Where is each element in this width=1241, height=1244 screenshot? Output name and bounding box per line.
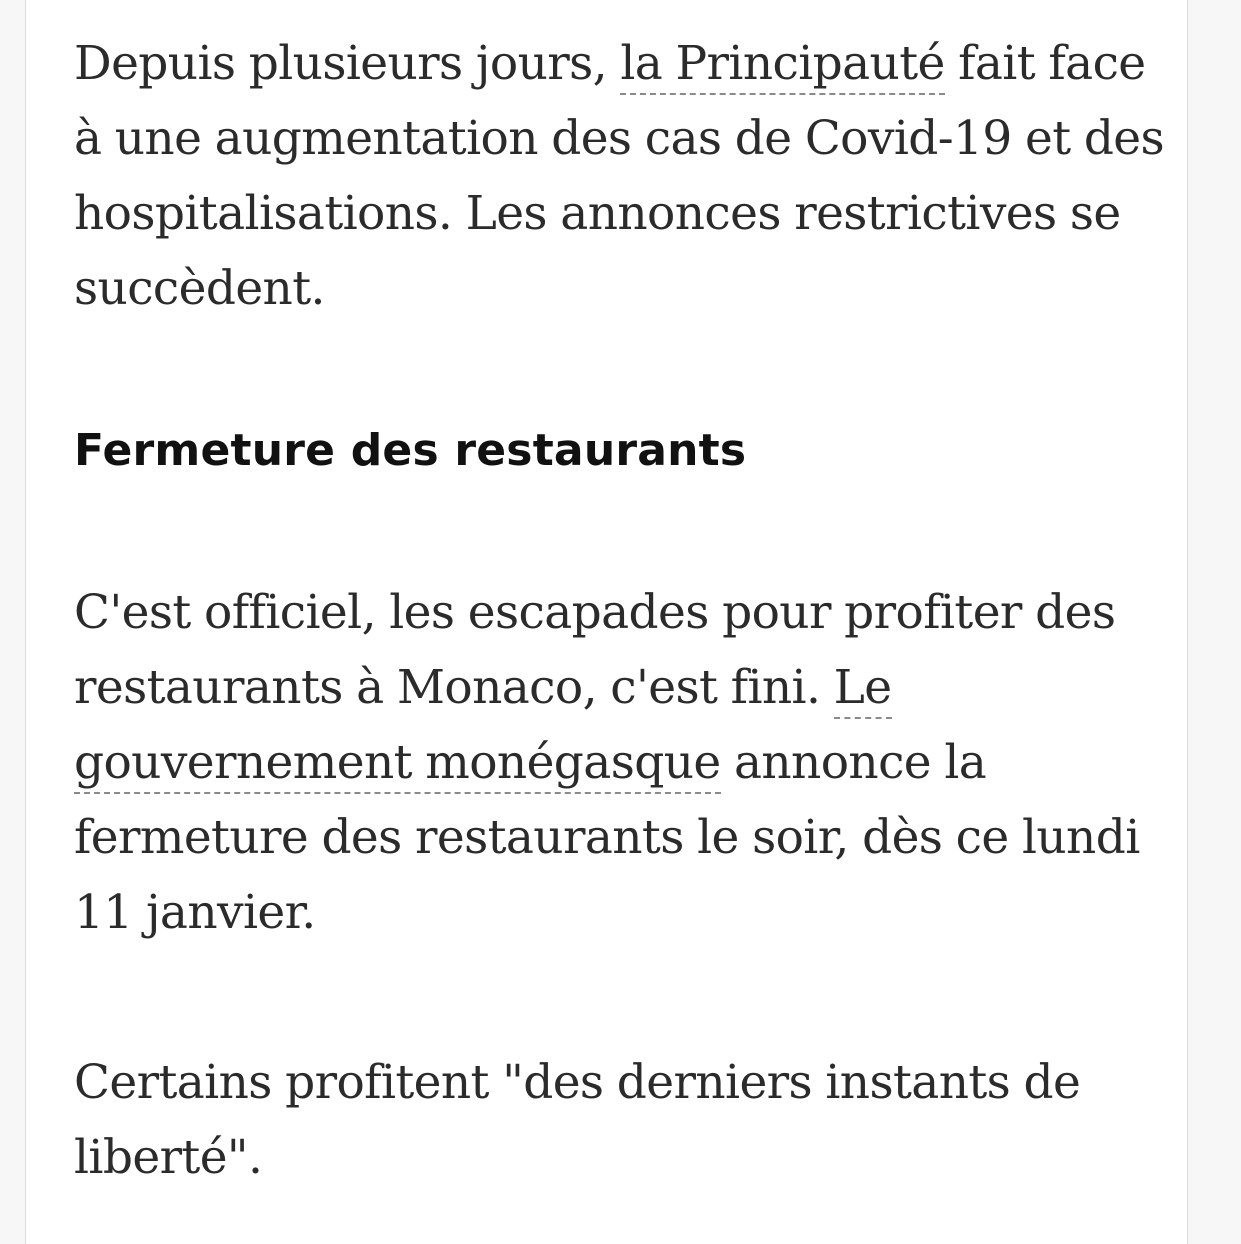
principaute-link[interactable]: la Principauté	[620, 36, 944, 95]
gouvernement-link[interactable]: Le gouvernement monégasque	[74, 660, 892, 794]
right-page-border	[1187, 0, 1241, 1244]
restaurants-text-end: annonce la fermeture des restaurants le soir, dès ce lundi 11 janvier.	[74, 735, 1140, 940]
left-page-border	[0, 0, 26, 1244]
article-body	[74, 26, 1174, 1195]
intro-paragraph	[74, 26, 1174, 326]
intro-text-start: Depuis plusieurs jours,	[74, 36, 621, 91]
restaurants-paragraph	[74, 575, 1174, 950]
restaurants-text-start: C'est officiel, les escapades pour profiter des restaurants à Monaco, c'est fini.	[74, 585, 1116, 715]
intro-text-end: fait face à une augmentation des cas de Covid-19 et des hospitalisations. Les annonces restrictives se succèdent.	[74, 36, 1165, 316]
section-heading: Fermeture des restaurants	[74, 425, 747, 476]
closing-paragraph: Certains profitent "des derniers instants de liberté".	[74, 1055, 1081, 1185]
